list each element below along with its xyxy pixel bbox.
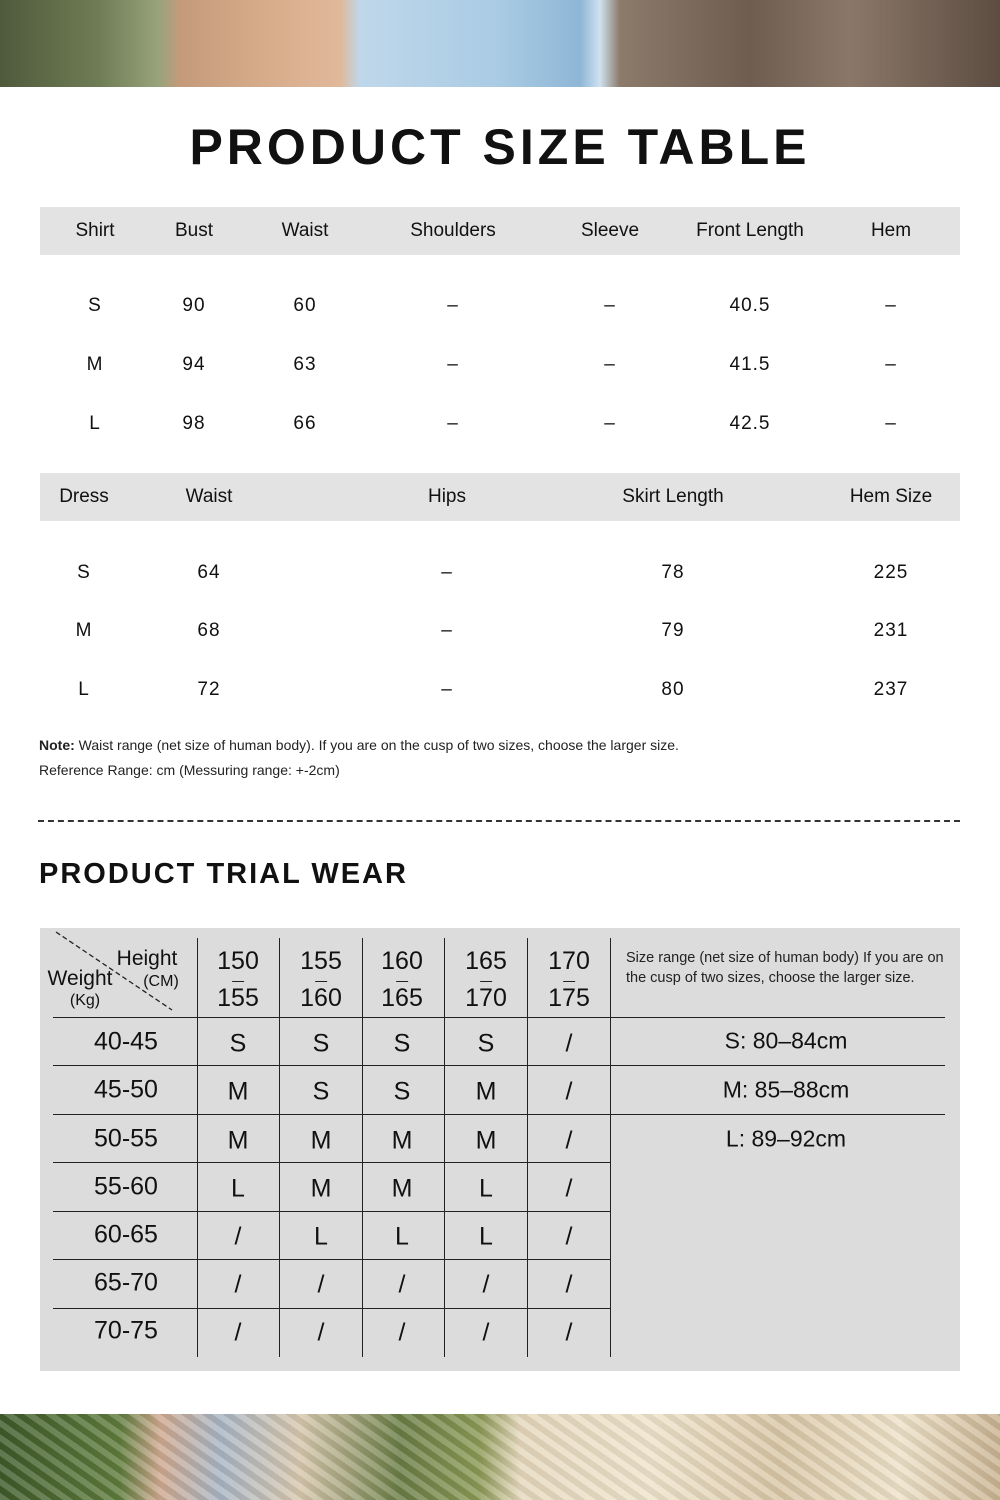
size-cell: / <box>398 1318 406 1347</box>
height-range-end: 160 <box>300 984 342 1012</box>
dress-data-cell: – <box>441 620 453 641</box>
dress-data-cell: 79 <box>661 620 685 641</box>
size-cell: L <box>314 1222 328 1251</box>
dress-data-cell: L <box>78 679 90 700</box>
size-cell: / <box>565 1318 573 1347</box>
shirt-data-cell: – <box>885 295 897 316</box>
size-cell: M <box>475 1126 497 1155</box>
dress-table-header <box>40 473 960 521</box>
weight-range-label: 65-70 <box>94 1268 158 1297</box>
size-range-value: S: 80–84cm <box>724 1027 848 1054</box>
dress-data-cell: 237 <box>873 679 909 700</box>
range-dash <box>563 981 575 982</box>
corner-weight-unit: (Kg) <box>69 992 101 1009</box>
shirt-header-cell: Shoulders <box>410 220 496 241</box>
dress-data-cell: – <box>441 562 453 583</box>
height-range-start: 170 <box>548 947 590 975</box>
size-cell: M <box>391 1174 413 1203</box>
shirt-data-cell: – <box>885 413 897 434</box>
shirt-header-cell: Hem <box>870 220 912 241</box>
size-cell: / <box>565 1174 573 1203</box>
range-dash <box>480 981 492 982</box>
grid-row-divider <box>53 1114 945 1115</box>
size-cell: M <box>227 1126 249 1155</box>
size-cell: M <box>475 1077 497 1106</box>
range-dash <box>232 981 244 982</box>
dress-data-cell: 80 <box>661 679 685 700</box>
size-cell: L <box>479 1222 493 1251</box>
shirt-data-cell: 60 <box>293 295 317 316</box>
note-label: Note: <box>39 737 75 753</box>
grid-column-divider <box>362 938 363 1357</box>
shirt-data-cell: 66 <box>293 413 317 434</box>
height-range-header <box>300 943 342 1017</box>
weight-range-label: 40-45 <box>94 1027 158 1056</box>
size-cell: / <box>234 1270 242 1299</box>
shirt-data-cell: – <box>447 413 459 434</box>
shirt-data-cell: S <box>88 295 102 316</box>
range-dash <box>315 981 327 982</box>
grid-row-divider <box>53 1162 610 1163</box>
size-cell: L <box>395 1222 409 1251</box>
grid-column-divider <box>279 938 280 1357</box>
dress-data-cell: 68 <box>197 620 221 641</box>
shirt-data-cell: 90 <box>182 295 206 316</box>
size-cell: L <box>231 1174 245 1203</box>
size-cell: M <box>310 1126 332 1155</box>
weight-range-label: 50-55 <box>94 1124 158 1153</box>
shirt-data-cell: 42.5 <box>729 413 771 434</box>
note-text: Waist range (net size of human body). If you are on the cusp of two sizes, choose the larger size. <box>74 737 679 753</box>
shirt-header-cell: Bust <box>174 220 214 241</box>
height-range-start: 165 <box>465 947 507 975</box>
dress-header-cell: Hem Size <box>849 486 933 507</box>
grid-row-divider <box>53 1308 610 1309</box>
size-cell: / <box>234 1318 242 1347</box>
size-cell: / <box>565 1270 573 1299</box>
shirt-data-cell: – <box>604 354 616 375</box>
shirt-header-cell: Sleeve <box>580 220 640 241</box>
size-cell: S <box>312 1077 330 1106</box>
size-range-value: L: 89–92cm <box>725 1125 847 1152</box>
height-range-end: 175 <box>548 984 590 1012</box>
weight-range-label: 60-65 <box>94 1220 158 1249</box>
size-cell: / <box>565 1029 573 1058</box>
shirt-data-cell: – <box>447 354 459 375</box>
dress-header-cell: Waist <box>185 486 233 507</box>
shirt-data-cell: – <box>885 354 897 375</box>
size-range-note: Size range (net size of human body) If you are on the cusp of two sizes, choose the larger size. <box>626 950 944 986</box>
dress-data-cell: 64 <box>197 562 221 583</box>
height-range-header <box>381 943 423 1017</box>
size-cell: / <box>565 1077 573 1106</box>
shirt-data-cell: 63 <box>293 354 317 375</box>
height-range-header <box>548 943 590 1017</box>
size-cell: S <box>393 1029 411 1058</box>
size-cell: S <box>229 1029 247 1058</box>
size-cell: / <box>398 1270 406 1299</box>
size-cell: / <box>234 1222 242 1251</box>
size-cell: M <box>227 1077 249 1106</box>
dress-header-cell: Skirt Length <box>622 486 724 507</box>
dress-data-cell: – <box>441 679 453 700</box>
shirt-data-cell: 41.5 <box>729 354 771 375</box>
dress-data-cell: S <box>77 562 91 583</box>
grid-row-divider <box>53 1259 610 1260</box>
size-cell: S <box>312 1029 330 1058</box>
height-range-end: 170 <box>465 984 507 1012</box>
top-product-photo <box>0 0 1000 87</box>
grid-row-divider <box>53 1065 945 1066</box>
weight-range-label: 70-75 <box>94 1316 158 1345</box>
reference-range-note: Reference Range: cm (Messuring range: +-2cm) <box>39 762 340 778</box>
corner-height-label: Height <box>116 947 178 970</box>
size-cell: S <box>477 1029 495 1058</box>
shirt-data-cell: – <box>604 413 616 434</box>
dress-header-cell: Dress <box>59 486 109 507</box>
size-cell: M <box>310 1174 332 1203</box>
size-note <box>39 737 679 753</box>
height-range-end: 165 <box>381 984 423 1012</box>
size-cell: / <box>482 1270 490 1299</box>
page-title: PRODUCT SIZE TABLE <box>189 119 811 175</box>
grid-row-divider <box>53 1211 610 1212</box>
trial-wear-title: PRODUCT TRIAL WEAR <box>39 858 408 890</box>
size-range-value: M: 85–88cm <box>722 1076 850 1103</box>
dress-header-cell: Hips <box>427 486 467 507</box>
size-cell: / <box>317 1270 325 1299</box>
size-cell: L <box>479 1174 493 1203</box>
shirt-data-cell: M <box>86 354 104 375</box>
weight-range-label: 45-50 <box>94 1075 158 1104</box>
height-range-start: 150 <box>217 947 259 975</box>
size-cell: / <box>482 1318 490 1347</box>
section-divider <box>38 820 960 822</box>
grid-column-divider <box>444 938 445 1357</box>
weight-range-label: 55-60 <box>94 1172 158 1201</box>
dress-data-cell: 231 <box>873 620 909 641</box>
size-cell: / <box>565 1222 573 1251</box>
dress-data-cell: M <box>75 620 93 641</box>
dress-data-cell: 72 <box>197 679 221 700</box>
size-cell: / <box>565 1126 573 1155</box>
size-cell: M <box>391 1126 413 1155</box>
shirt-data-cell: L <box>89 413 101 434</box>
height-range-end: 155 <box>217 984 259 1012</box>
shirt-data-cell: 98 <box>182 413 206 434</box>
size-cell: / <box>317 1318 325 1347</box>
corner-weight-label: Weight <box>47 967 113 990</box>
height-range-start: 160 <box>381 947 423 975</box>
size-cell: S <box>393 1077 411 1106</box>
trial-wear-table <box>40 928 960 1371</box>
shirt-header-cell: Front Length <box>696 220 804 241</box>
shirt-data-cell: 94 <box>182 354 206 375</box>
range-dash <box>396 981 408 982</box>
height-range-header <box>465 943 507 1017</box>
shirt-header-cell: Waist <box>281 220 329 241</box>
shirt-data-cell: – <box>447 295 459 316</box>
height-range-header <box>217 943 259 1017</box>
grid-column-divider <box>610 938 611 1357</box>
shirt-header-cell: Shirt <box>75 220 115 241</box>
shirt-data-cell: – <box>604 295 616 316</box>
shirt-data-cell: 40.5 <box>729 295 771 316</box>
bottom-product-photo <box>0 1414 1000 1500</box>
dress-data-cell: 225 <box>873 562 909 583</box>
dress-data-cell: 78 <box>661 562 685 583</box>
corner-height-unit: (CM) <box>143 973 179 990</box>
grid-column-divider <box>527 938 528 1357</box>
height-range-start: 155 <box>300 947 342 975</box>
